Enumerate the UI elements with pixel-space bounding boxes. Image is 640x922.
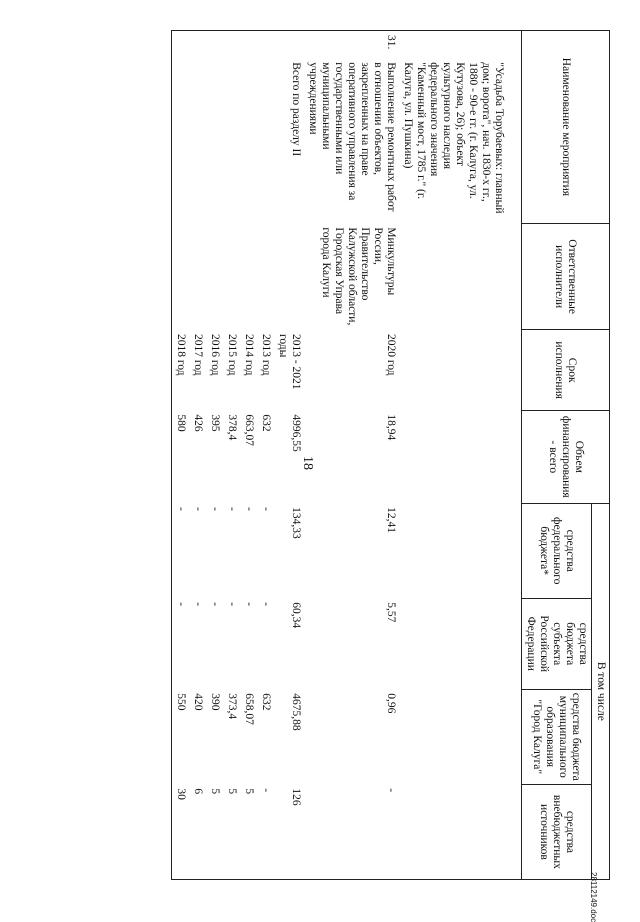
year-federal: - [226,507,238,512]
item-name: Выполнение ремонтных работ в отношении объектов, закрепленных на праве оперативного управления за государственными или муниципальными учреждениями [307,62,397,212]
year-municipal: 632 [260,693,272,711]
header-total: Объем финансирования - всего [522,410,610,503]
year-term: 2016 год [209,333,221,376]
table-row [304,31,399,880]
year-federal: - [192,507,204,512]
year-total: 580 [172,410,190,503]
table-row [274,31,304,880]
page-number: 18 [300,456,315,470]
year-total: 426 [192,414,204,432]
header-term: Срок исполнения [522,330,610,410]
year-regional: - [192,602,204,607]
header-municipal: средства бюджета муниципального образования "Город Калуга" [522,689,592,784]
table-row [223,31,240,880]
year-total: 632 [260,414,272,432]
item-federal: 12,41 [385,507,397,534]
total-extra: 126 [274,784,304,879]
year-federal: - [172,503,190,598]
year-extra: 30 [172,784,190,879]
financing-table [171,30,610,880]
total-regional: 60,34 [290,602,302,629]
year-regional: - [172,598,190,689]
header-federal: средства федерального бюджета* [522,503,592,598]
table-row [399,31,507,880]
year-municipal: 373,4 [226,693,238,720]
item-municipal: 0,96 [385,693,397,714]
item-regional: 5,57 [385,602,397,623]
year-regional: - [243,602,255,607]
header-regional: средства бюджета субъекта Российской Федерации [522,598,592,689]
year-regional: - [226,602,238,607]
year-extra: 5 [206,784,223,879]
year-extra: 5 [240,784,257,879]
rotated-table-container [50,30,610,880]
item-extra: - [304,784,399,879]
year-municipal: 390 [209,693,221,711]
year-regional: - [209,602,221,607]
header-executors: Ответственные исполнители [522,223,610,330]
spacer-row [507,31,522,880]
total-federal: 134,33 [290,507,302,539]
item-term: 2020 год [385,333,397,376]
table-row [257,31,274,880]
year-municipal: 550 [172,689,190,784]
table-row [206,31,223,880]
continuation-name: "Усадьба Торубаевых: главный дом; ворота", нач. 1830-х гг., 1880 - 90-е гг. (г. Калуга, ул. Кутузова, 26); объект культурного наследия федерального значения "Каменный мост, 1785 г." (г. Калуга, ул. Пушкина) [402,62,505,214]
year-municipal: 658,07 [243,693,255,725]
table-row [189,31,206,880]
year-federal: - [209,507,221,512]
year-federal: - [260,507,272,512]
total-sum: 4996,55 [290,414,302,452]
table-row [172,31,190,880]
year-total: 663,07 [243,414,255,447]
total-term: 2013 - 2021 годы [277,333,302,390]
year-extra: 6 [189,784,206,879]
total-municipal: 4675,88 [290,693,302,731]
year-total: 378,4 [226,414,238,441]
item-number: 31. [304,31,399,59]
year-regional: - [260,602,272,607]
year-term: 2017 год [192,333,204,376]
year-term: 2013 год [260,333,272,376]
item-executors: Минкультуры России, Правительство Калужской области, Городская Управа города Калуги [320,227,397,326]
item-total: 18,94 [385,414,397,441]
header-extra: средства внебюджетных источников [522,784,592,879]
year-term: 2018 год [172,330,190,410]
year-total: 395 [209,414,221,432]
year-federal: - [243,507,255,512]
header-including: В том числе [592,503,610,879]
section-total-label: Всего по разделу II [290,62,302,157]
year-municipal: 420 [192,693,204,711]
table-row [240,31,257,880]
header-name: Наименование мероприятия [522,31,610,224]
year-extra: 5 [223,784,240,879]
year-term: 2014 год [243,333,255,376]
footer-file-name: 28112149.doc [589,872,598,922]
year-term: 2015 год [226,333,238,376]
year-extra: - [257,784,274,879]
